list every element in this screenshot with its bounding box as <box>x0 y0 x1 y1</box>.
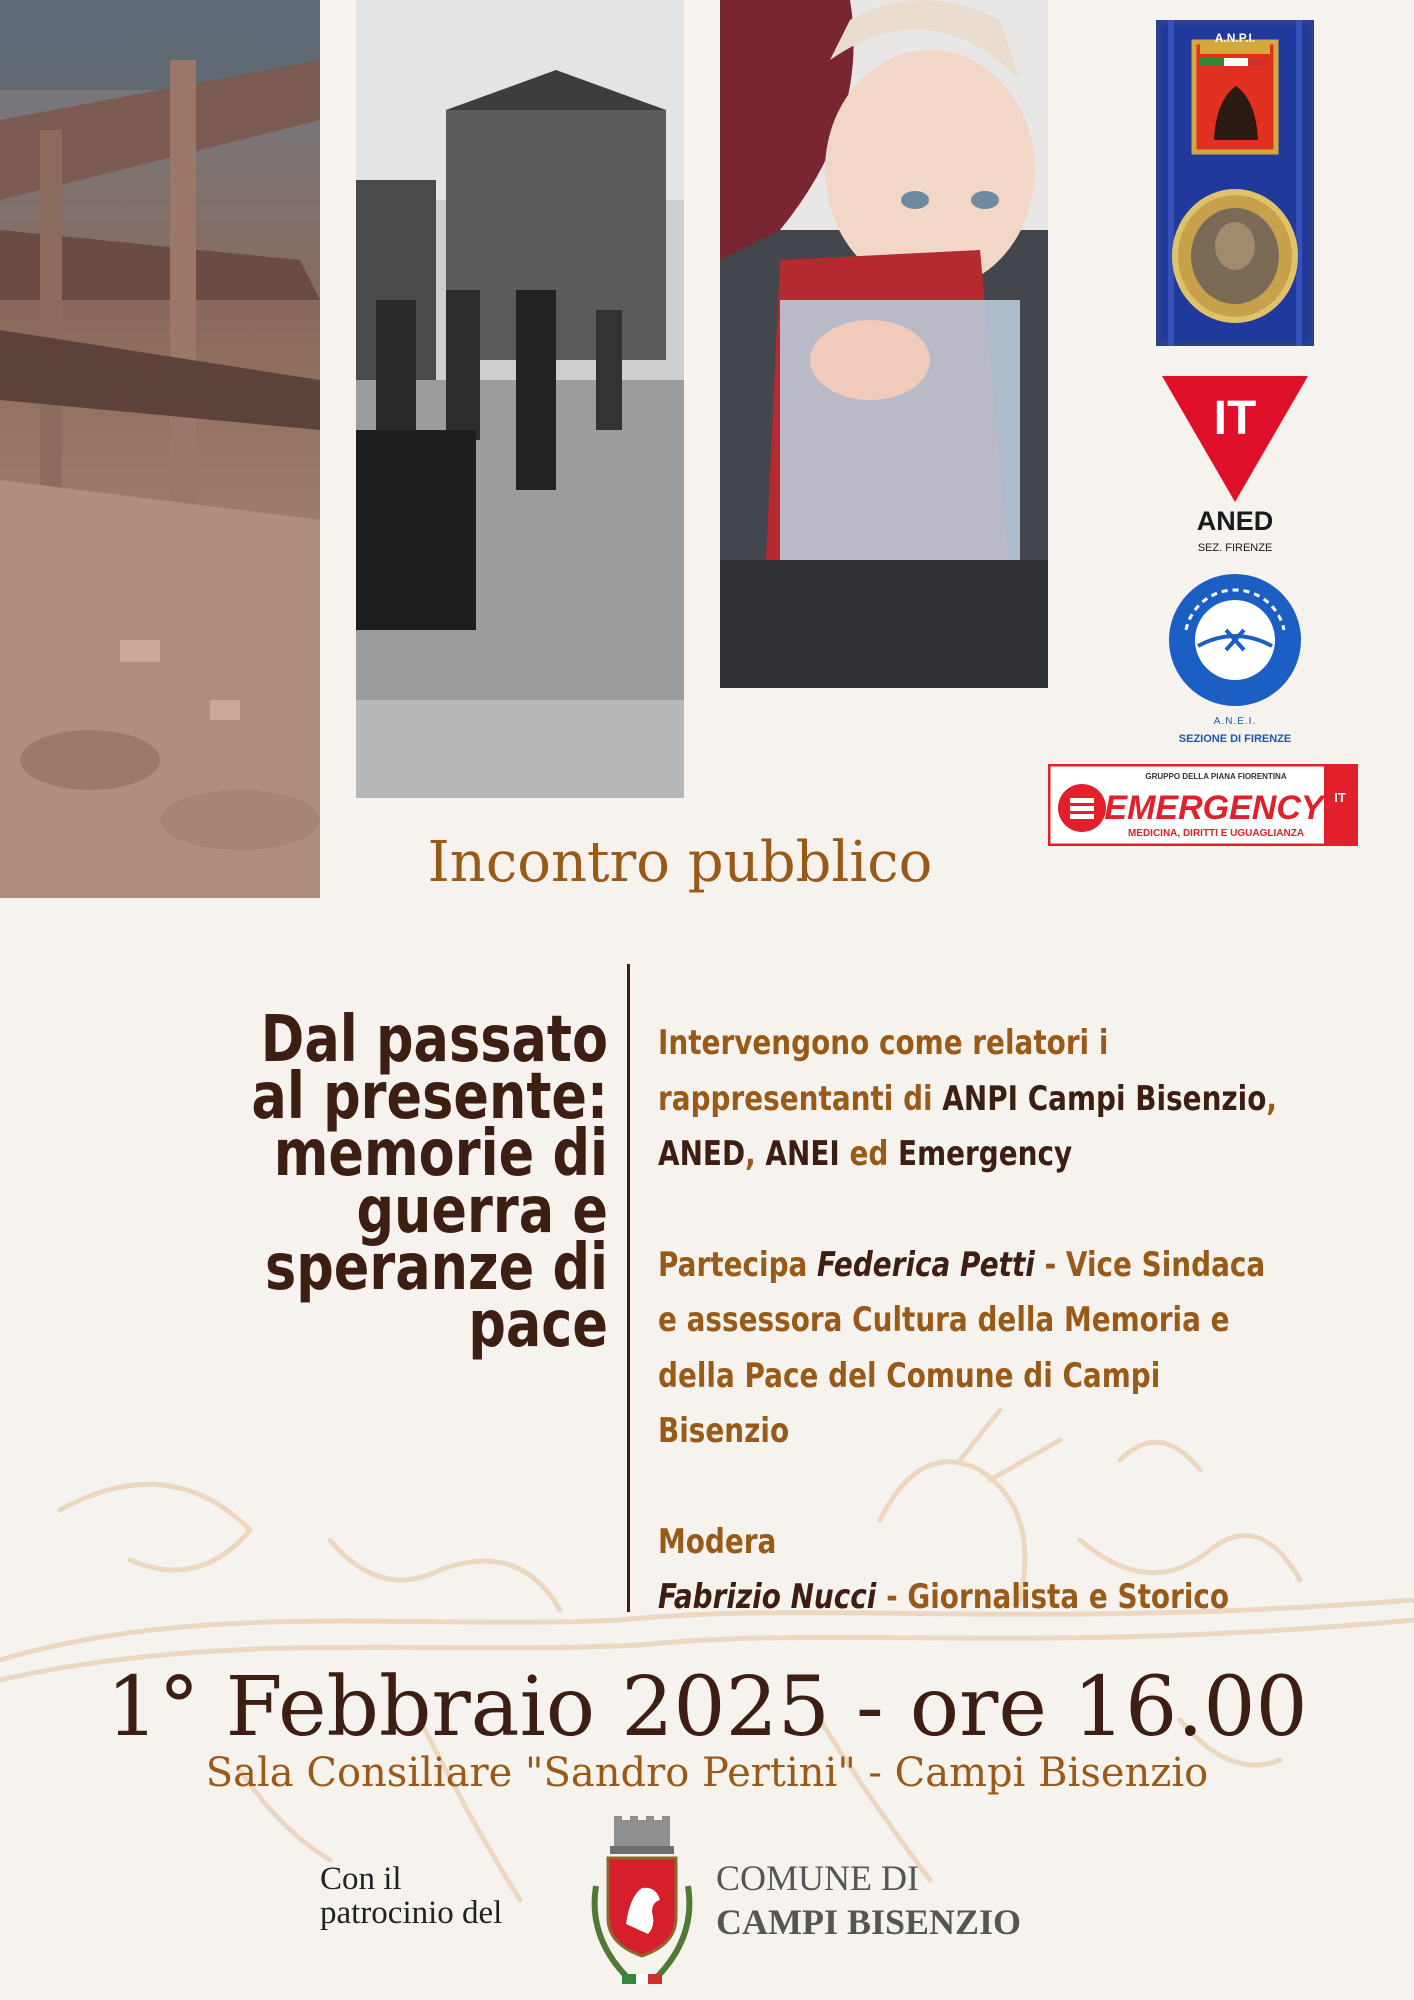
title-line: Dal passato <box>260 1003 608 1077</box>
main-title <box>191 1003 608 1362</box>
aned-name: ANED <box>1196 506 1274 536</box>
speakers-text: , <box>745 1134 766 1174</box>
event-venue: Sala Consiliare "Sandro Pertini" - Campi Bisenzio <box>205 1750 1209 1796</box>
participant-role: - Vice Sindaca <box>1034 1244 1266 1285</box>
title-line: pace <box>468 1288 608 1362</box>
speakers-details <box>658 1016 1281 1681</box>
anei-name: A.N.E.I. <box>1213 716 1257 727</box>
emergency-label: Emergency <box>898 1134 1073 1174</box>
patronage-line: Con il <box>320 1861 402 1897</box>
participant-text: Partecipa <box>658 1244 818 1285</box>
title-line: guerra e <box>356 1174 608 1248</box>
comune-crest-icon <box>586 1816 698 1992</box>
emergency-top-text: GRUPPO DELLA PIANA FIORENTINA <box>1145 772 1287 781</box>
speakers-paragraph <box>658 1016 1281 1183</box>
moderator-paragraph <box>658 1515 1281 1626</box>
speakers-line <box>658 1127 1281 1183</box>
anpi-medal-icon <box>1156 20 1314 346</box>
speakers-text: , <box>1266 1078 1277 1119</box>
comune-name <box>716 1856 1116 1944</box>
anpi-label: ANPI Campi Bisenzio <box>942 1078 1267 1119</box>
speakers-text: rappresentanti di <box>658 1078 943 1119</box>
aned-label: ANED <box>658 1134 746 1174</box>
anei-section: SEZIONE DI FIRENZE <box>1178 733 1292 745</box>
comune-line: CAMPI BISENZIO <box>716 1902 1022 1942</box>
speakers-line: Intervengono come relatori i <box>658 1023 1109 1063</box>
moderator-label: Modera <box>658 1521 777 1562</box>
participant-line: della Pace del Comune di Campi <box>658 1355 1161 1396</box>
moderator-line <box>658 1570 1281 1626</box>
title-line: al presente: <box>251 1060 608 1134</box>
vertical-divider <box>627 964 630 1612</box>
emergency-icon <box>1048 764 1358 846</box>
speakers-line <box>658 1072 1281 1128</box>
aned-triangle-text: IT <box>1213 392 1257 445</box>
photo-concentration-camp <box>356 0 684 798</box>
moderator-name: Fabrizio Nucci <box>658 1577 877 1617</box>
emergency-suffix: IT <box>1334 790 1346 805</box>
title-line: speranze di <box>264 1231 608 1305</box>
title-line: memorie di <box>273 1117 608 1191</box>
participant-name: Federica Petti <box>817 1244 1035 1285</box>
speakers-text: ed <box>839 1134 899 1174</box>
photo-ruins <box>0 0 320 898</box>
emergency-tagline: MEDICINA, DIRITTI E UGUAGLIANZA <box>1127 828 1305 839</box>
patronage-line: patrocinio del <box>320 1895 503 1931</box>
photo-child <box>720 0 1048 688</box>
aned-section: SEZ. FIRENZE <box>1197 542 1273 554</box>
event-date: 1° Febbraio 2025 - ore 16.00 <box>106 1660 1308 1755</box>
event-type-heading: Incontro pubblico <box>427 830 933 895</box>
patronage-label <box>320 1862 570 1930</box>
participant-paragraph <box>658 1238 1281 1460</box>
emergency-name: EMERGENCY <box>1104 789 1324 827</box>
participant-line: e assessora Cultura della Memoria e <box>658 1300 1230 1340</box>
participant-line <box>658 1238 1281 1294</box>
anpi-text: A.N.P.I. <box>1214 31 1256 45</box>
participant-line: Bisenzio <box>658 1411 790 1451</box>
moderator-role: - Giornalista e Storico <box>876 1577 1230 1617</box>
anei-label: ANEI <box>765 1134 840 1174</box>
comune-line: COMUNE DI <box>716 1858 919 1898</box>
